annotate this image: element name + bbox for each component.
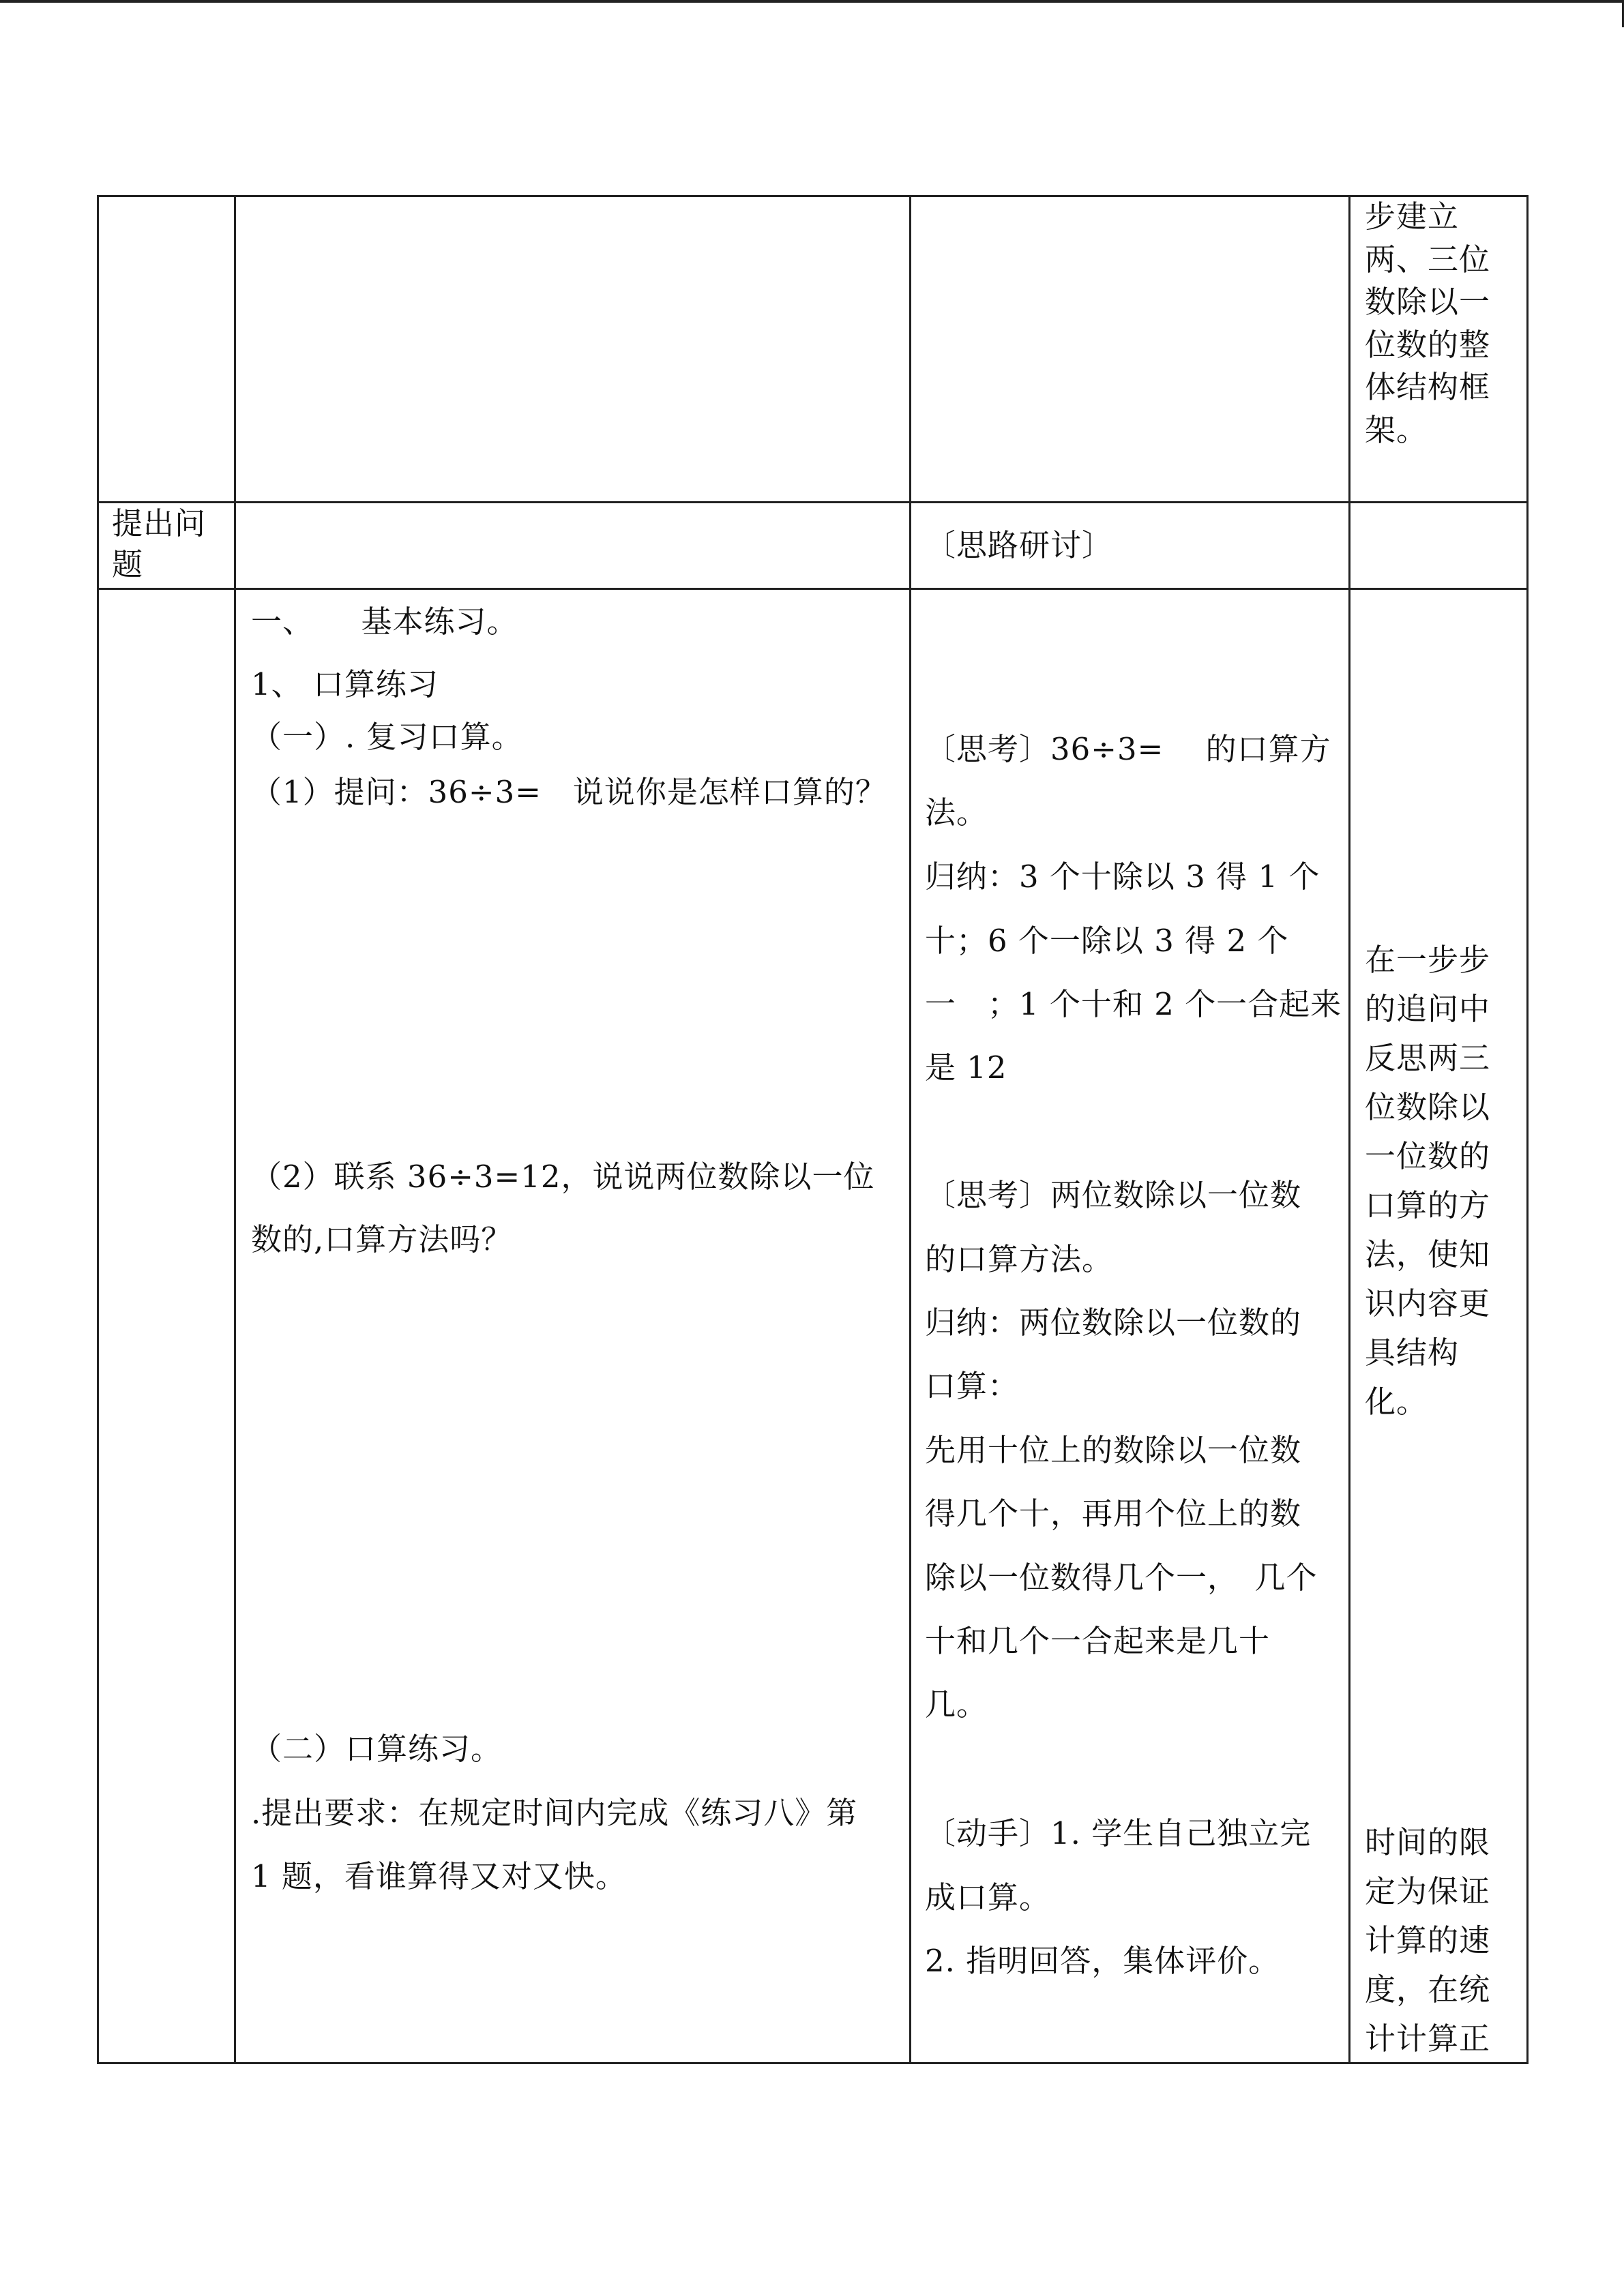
- table-border-bottom: [97, 2062, 1529, 2064]
- thinking-discussion-header: 〔思路研讨〕: [925, 527, 1114, 563]
- note-line: 体结构框: [1365, 369, 1491, 405]
- summary-line: 几。: [925, 1686, 988, 1723]
- requirement-line: 1 题，看谁算得又对又快。: [251, 1858, 627, 1894]
- think-line: 〔思考〕36÷3= 的口算方: [925, 731, 1331, 767]
- table-row-divider-2: [97, 588, 1529, 590]
- section-title: 一、 基本练习。: [251, 603, 518, 640]
- table-col-divider-1: [234, 195, 236, 2064]
- question-1: （1）提问：36÷3= 说说你是怎样口算的？: [251, 774, 887, 810]
- intent-line: 法，使知: [1365, 1236, 1491, 1272]
- intent-line: 度，在统: [1365, 1971, 1491, 2008]
- think-line: 的口算方法。: [925, 1241, 1114, 1277]
- table-col-divider-2: [909, 195, 911, 2064]
- note-line: 步建立: [1365, 198, 1460, 235]
- intent-line: 位数除以: [1365, 1089, 1491, 1125]
- action-line: 2. 指明回答，集体评价。: [925, 1943, 1280, 1979]
- action-line: 成口算。: [925, 1879, 1051, 1915]
- table-border-right: [1526, 195, 1529, 2064]
- table-row-divider-1: [97, 501, 1529, 503]
- intent-line: 反思两三: [1365, 1040, 1491, 1076]
- intent-line: 一位数的: [1365, 1138, 1491, 1174]
- action-line: 〔动手〕1. 学生自己独立完: [925, 1815, 1312, 1851]
- row-label-line: 提出问: [112, 505, 207, 541]
- intent-line: 口算的方: [1365, 1187, 1491, 1223]
- question-2-line: （2）联系 36÷3=12，说说两位数除以一位: [251, 1159, 875, 1195]
- summary-line: 先用十位上的数除以一位数: [925, 1432, 1302, 1468]
- summary-line: 是 12: [925, 1049, 1007, 1086]
- summary-line: 十和几个一合起来是几十: [925, 1623, 1271, 1659]
- note-line: 位数的整: [1365, 327, 1491, 363]
- table-border-top: [97, 195, 1529, 197]
- intent-line: 定为保证: [1365, 1873, 1491, 1909]
- note-line: 两、三位: [1365, 241, 1491, 278]
- think-line: 〔思考〕两位数除以一位数: [925, 1177, 1302, 1213]
- intent-line: 的追问中: [1365, 991, 1491, 1027]
- question-2-line: 数的,口算方法吗？: [251, 1221, 513, 1257]
- intent-line: 化。: [1365, 1384, 1428, 1420]
- think-line: 法。: [925, 794, 988, 831]
- summary-line: 归纳：两位数除以一位数的: [925, 1304, 1302, 1341]
- intent-line: 时间的限: [1365, 1824, 1491, 1860]
- summary-line: 得几个十，再用个位上的数: [925, 1495, 1302, 1532]
- table-border-left: [97, 195, 99, 2064]
- note-line: 数除以一: [1365, 284, 1491, 320]
- intent-line: 计计算正: [1365, 2021, 1491, 2057]
- summary-line: 十；6 个一除以 3 得 2 个: [925, 923, 1289, 959]
- note-line: 架。: [1365, 412, 1428, 448]
- summary-line: 归纳：3 个十除以 3 得 1 个: [925, 859, 1320, 895]
- requirement-line: .提出要求：在规定时间内完成《练习八》第: [251, 1795, 858, 1831]
- part-title: （一）. 复习口算。: [251, 719, 523, 755]
- summary-line: 一 ；1 个十和 2 个一合起来: [925, 986, 1342, 1022]
- intent-line: 具结构: [1365, 1335, 1460, 1371]
- table-col-divider-3: [1348, 195, 1350, 2064]
- intent-line: 计算的速: [1365, 1922, 1491, 1958]
- item-title: 1、 口算练习: [251, 666, 439, 702]
- part-title: （二）口算练习。: [251, 1731, 503, 1767]
- page-top-border: [0, 0, 1624, 3]
- summary-line: 口算：: [925, 1368, 1020, 1404]
- row-label-line: 题: [112, 546, 144, 582]
- summary-line: 除以一位数得几个一， 几个: [925, 1560, 1318, 1596]
- intent-line: 在一步步: [1365, 942, 1491, 978]
- intent-line: 识内容更: [1365, 1285, 1491, 1322]
